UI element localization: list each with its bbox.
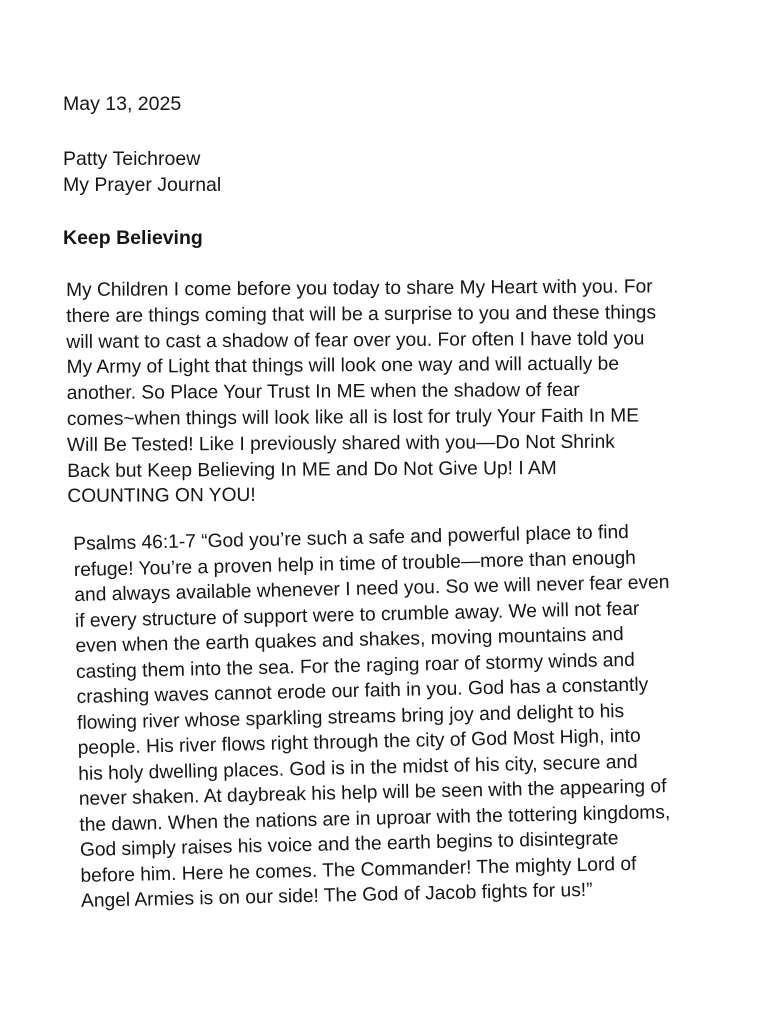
message-line: COUNTING ON YOU!: [67, 485, 256, 508]
scripture-line: the dawn. When the nations are in uproar with the tottering kingdoms,: [79, 801, 671, 836]
scripture-line: crashing waves cannot erode our faith in you. God has a constantly: [76, 674, 649, 708]
author-name: Patty Teichroew: [63, 148, 201, 170]
journal-name: My Prayer Journal: [63, 174, 222, 196]
letter-title: Keep Believing: [63, 227, 203, 249]
message-line: will want to cast a shadow of fear over you. For often I have told you: [66, 328, 645, 353]
message-line: another. So Place Your Trust In ME when the shadow of fear: [66, 380, 580, 405]
message-line: comes~when things will look like all is lost for truly Your Faith In ME: [66, 405, 640, 430]
scripture-line: before him. Here he comes. The Commander! The mighty Lord of: [80, 853, 637, 887]
scripture-line: casting them into the sea. For the raging roar of stormy winds and: [75, 649, 636, 683]
scripture-line: flowing river whose sparkling streams bring joy and delight to his: [76, 700, 625, 734]
message-line: Will Be Tested! Like I previously shared with you—Do Not Shrink: [66, 431, 615, 456]
scripture-line: God simply raises his voice and the earth begins to disintegrate: [79, 828, 619, 861]
scripture-line: if every structure of support were to crumble away. We will not fear: [74, 598, 640, 632]
scripture-line: Angel Armies is on our side! The God of Jacob fights for us!”: [80, 879, 593, 912]
scripture-line: even when the earth quakes and shakes, moving mountains and: [75, 624, 624, 657]
scripture-line: never shaken. At daybreak his help will be seen with the appearing of: [78, 776, 667, 810]
scripture-line: his holy dwelling places. God is in the midst of his city, secure and: [78, 751, 638, 785]
message-line: My Children I come before you today to share My Heart with you. For: [66, 276, 653, 301]
scripture-line: and always available whenever I need you. So we will never fear even: [74, 572, 670, 606]
scripture-line: people. His river flows right through the city of God Most High, into: [77, 725, 641, 759]
letter-date: May 13, 2025: [63, 93, 182, 115]
message-paragraph: [66, 274, 717, 510]
message-line: there are things coming that will be a surprise to you and these things: [66, 302, 657, 327]
scripture-line: refuge! You’re a proven help in time of trouble—more than enough: [73, 547, 637, 581]
author-block: [63, 146, 221, 198]
scripture-paragraph: [73, 517, 761, 914]
scripture-line: Psalms 46:1-7 “God you’re such a safe and powerful place to find: [73, 521, 630, 555]
message-line: My Army of Light that things will look one way and will actually be: [66, 354, 620, 379]
message-line: Back but Keep Believing In ME and Do Not Give Up! I AM: [67, 457, 557, 482]
